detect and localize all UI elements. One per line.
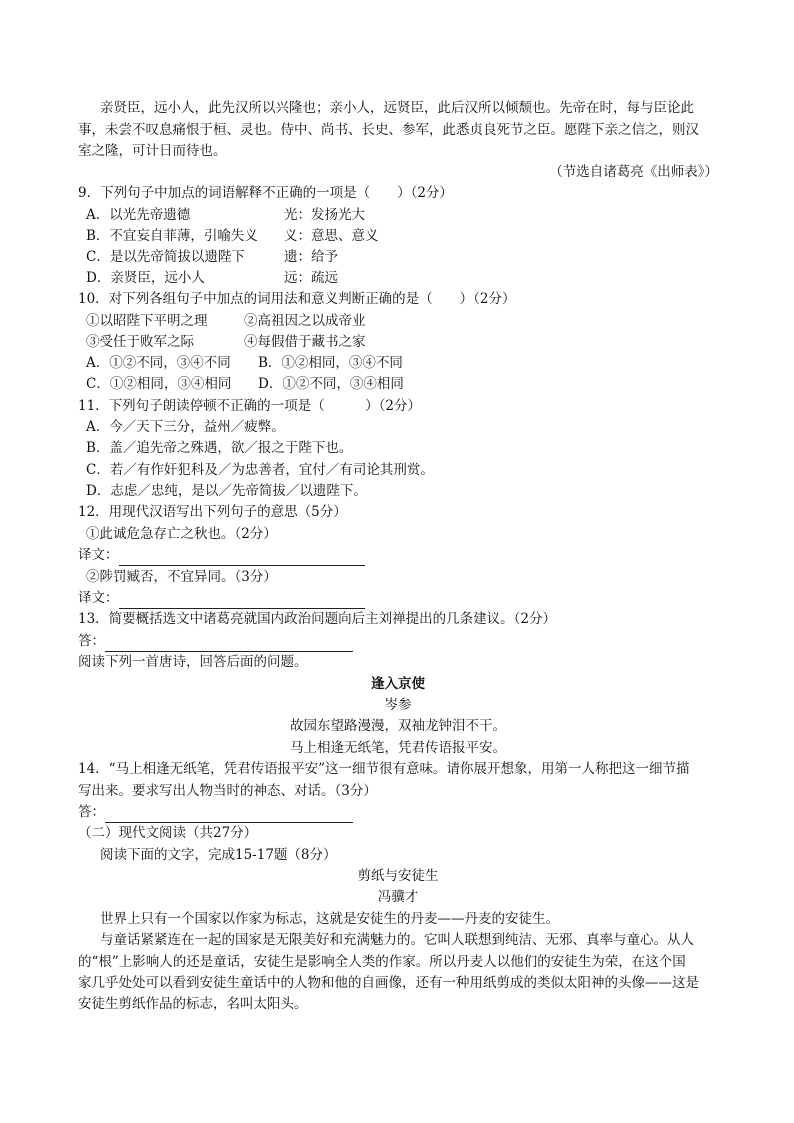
q9-option-gloss: 远：疏远: [284, 270, 338, 286]
question-13-stem: 13．简要概括选文中诸葛亮就国内政治问题向后主刘禅提出的几条建议。（2分）: [78, 611, 557, 627]
answer-label: 答：: [78, 804, 105, 820]
q10-option: B．①②相同，③④不同: [258, 355, 403, 371]
q9-option-gloss: 遗：给予: [284, 249, 338, 265]
essay-author: 冯骥才: [377, 889, 419, 905]
q10-options-row: [86, 353, 726, 374]
essay-line: 家几乎处处可以看到安徒生童话中的人物和他的自画像，还有一种用纸剪成的类似太阳神的头像——这是: [78, 975, 699, 991]
answer-blank[interactable]: [119, 593, 365, 609]
passage-source: （节选自诸葛亮《出师表》）: [549, 164, 718, 180]
q10-options-row: [86, 374, 726, 395]
section-intro: 阅读下面的文字，完成15-17题（8分）: [100, 847, 337, 863]
answer-label: 译文：: [78, 590, 119, 606]
answer-blank[interactable]: [105, 636, 353, 652]
question-14-stem: 14．“马上相逢无纸笔，凭君传语报平安”这一细节很有意味。请你展开想象，用第一人称把这一细节描: [78, 761, 690, 777]
q12-sentence-1: ①此诚危急存亡之秋也。（2分）: [86, 526, 277, 542]
answer-label: 答：: [78, 633, 105, 649]
essay-line: 与童话紧紧连在一起的国家是无限美好和充满魅力的。它叫人联想到纯洁、无邪、真率与童心。从人: [100, 932, 694, 948]
q10-items-row: [86, 332, 726, 353]
poem-line: 故园东望路漫漫，双袖龙钟泪不干。: [290, 718, 506, 734]
q9-option-d: [86, 268, 726, 289]
q10-option: C．①②相同，③④相同: [86, 376, 232, 392]
q11-option: D．志虑／忠纯，是以／先帝简拔／以遗陛下。: [86, 483, 367, 499]
q9-option-a: [86, 205, 726, 226]
q10-item: ④每假借于藏书之家: [244, 334, 366, 350]
q9-option-c: [86, 247, 726, 268]
q9-option-text: C．是以先帝简拔以遗陛下: [86, 249, 245, 265]
q10-item: ①以昭陛下平明之理: [86, 313, 208, 329]
q11-option: B．盖／追先帝之殊遇，欲／报之于陛下也。: [86, 440, 353, 456]
q10-items-row: [86, 311, 726, 332]
q14-answer: [78, 802, 718, 823]
q9-option-gloss: 光：发扬光大: [284, 207, 365, 223]
q9-option-gloss: 义：意思、意义: [284, 228, 379, 244]
section-heading: （二）现代文阅读（共27分）: [78, 825, 258, 841]
q9-option-b: [86, 226, 726, 247]
q11-option: C．若／有作奸犯科及／为忠善者，宜付／有司论其刑赏。: [86, 462, 434, 478]
essay-line: 安徒生剪纸作品的标志，名叫太阳头。: [78, 996, 308, 1012]
question-10-stem: 10．对下列各组句子中加点的词用法和意义判断正确的是（ ）（2分）: [78, 291, 516, 307]
essay-title: 剪纸与安徒生: [357, 868, 439, 884]
answer-blank[interactable]: [119, 550, 365, 566]
q12-answer-1: [78, 545, 718, 566]
q10-item: ③受任于败军之际: [86, 334, 194, 350]
question-11-stem: 11．下列句子朗读停顿不正确的一项是（ ）（2分）: [78, 398, 422, 414]
q11-option: A．今／天下三分，益州／疲弊。: [86, 419, 285, 435]
poem-intro: 阅读下列一首唐诗，回答后面的问题。: [78, 654, 308, 670]
passage-line: 亲贤臣，远小人，此先汉所以兴隆也；亲小人，远贤臣，此后汉所以倾颓也。先帝在时，每与臣论此: [100, 100, 694, 116]
q10-item: ②高祖因之以成帝业: [244, 313, 366, 329]
passage-line: 事，未尝不叹息痛恨于桓、灵也。侍中、尚书、长史、参军，此悉贞良死节之臣。愿陛下亲之信之，则汉: [78, 122, 699, 138]
poem-author: 岑参: [384, 697, 412, 713]
essay-line: 世界上只有一个国家以作家为标志，这就是安徒生的丹麦——丹麦的安徒生。: [100, 911, 559, 927]
q9-option-text: D．亲贤臣，远小人: [86, 270, 205, 286]
question-12-stem: 12．用现代汉语写出下列句子的意思（5分）: [78, 504, 347, 520]
q10-option: D．①②不同，③④相同: [258, 376, 404, 392]
passage-line: 室之隆，可计日而待也。: [78, 143, 227, 159]
q12-answer-2: [78, 588, 718, 609]
answer-blank[interactable]: [105, 807, 353, 823]
q12-sentence-2: ②陟罚臧否，不宜异同。（3分）: [86, 569, 277, 585]
q9-option-text: B．不宜妄自菲薄，引喻失义: [86, 228, 258, 244]
question-9-stem: 9．下列句子中加点的词语解释不正确的一项是（ ）（2分）: [78, 185, 453, 201]
poem-title: 逢入京使: [371, 676, 425, 692]
q10-option: A．①②不同，③④不同: [86, 355, 231, 371]
q13-answer: [78, 631, 718, 652]
poem-line: 马上相逢无纸笔，凭君传语报平安。: [290, 740, 506, 756]
question-14-stem: 写出来。要求写出人物当时的神态、对话。（3分）: [78, 783, 377, 799]
answer-label: 译文：: [78, 547, 119, 563]
q9-option-text: A．以光先帝遗德: [86, 207, 191, 223]
essay-line: 的“根”上影响人的还是童话，安徒生是影响全人类的作家。所以丹麦人以他们的安徒生为荣，在这个国: [78, 954, 686, 970]
